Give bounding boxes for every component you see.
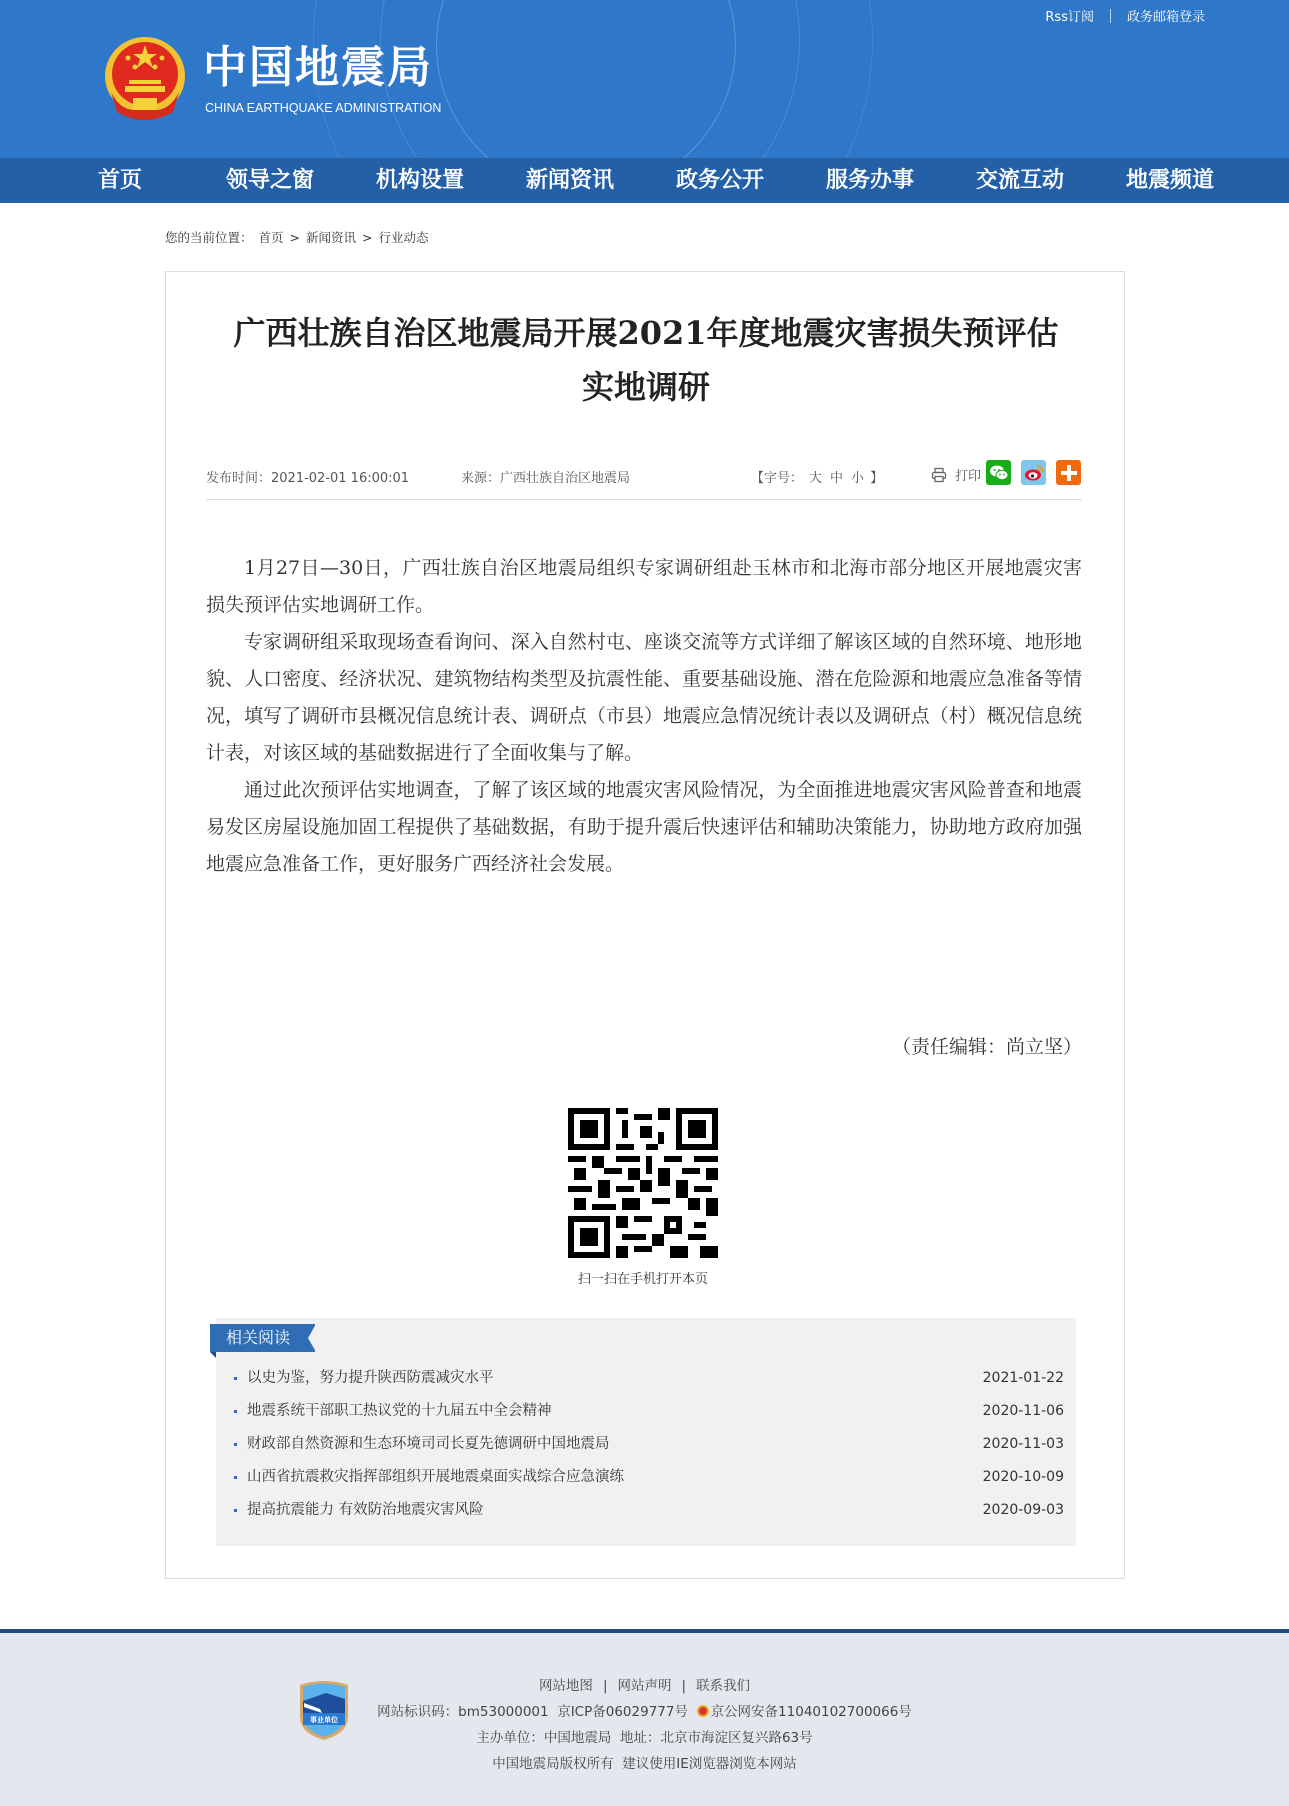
- footer-info: [0, 1673, 1289, 1777]
- article-body: [206, 550, 1082, 883]
- print-label: 打印: [955, 469, 982, 484]
- icp-link[interactable]: 京ICP备06029777号: [557, 1704, 688, 1720]
- police-record-link[interactable]: 京公网安备11040102700066号: [710, 1704, 912, 1720]
- article-source: 来源：广西壮族自治区地震局: [461, 471, 631, 486]
- nav-item-news[interactable]: 新闻资讯: [525, 168, 614, 193]
- font-size-label-close: 】: [870, 471, 884, 486]
- related-item[interactable]: [234, 1362, 1064, 1395]
- police-badge-icon: [697, 1705, 709, 1717]
- related-reading: [216, 1318, 1076, 1546]
- related-item-title[interactable]: 以史为鉴，努力提升陕西防震减灾水平: [247, 1370, 494, 1386]
- breadcrumb-label: 您的当前位置：: [165, 230, 253, 245]
- related-item-title[interactable]: 山西省抗震救灾指挥部组织开展地震桌面实战综合应急演练: [247, 1469, 624, 1485]
- related-item-date: 2020-11-06: [982, 1403, 1064, 1419]
- qr-code-icon: [568, 1108, 718, 1258]
- font-size-control: [751, 467, 883, 486]
- related-reading-heading: 相关阅读: [210, 1324, 315, 1352]
- host-unit: 主办单位：中国地震局: [476, 1730, 612, 1746]
- site-statement-link[interactable]: 网站声明: [617, 1678, 672, 1694]
- site-footer: [0, 1629, 1289, 1806]
- address: 地址：北京市海淀区复兴路63号: [619, 1730, 813, 1746]
- nav-item-services[interactable]: 服务办事: [825, 168, 914, 193]
- article-paragraph: 专家调研组采取现场查看询问、深入自然村屯、座谈交流等方式详细了解该区域的自然环境、地形地貌、人口密度、经济状况、建筑物结构类型及抗震性能、重要基础设施、潜在危险源和地震应急准备等情况，填写了调研市县概况信息统计表、调研点（市县）地震应急情况统计表以及调研点（村）概况信息统计表，对该区域的基础数据进行了全面收集与了解。: [206, 631, 1082, 764]
- related-item-date: 2020-11-03: [982, 1436, 1064, 1452]
- divider: [1110, 9, 1111, 23]
- site-header: [0, 0, 1289, 158]
- related-item-title[interactable]: 地震系统干部职工热议党的十九届五中全会精神: [247, 1403, 552, 1419]
- browser-note: 建议使用IE浏览器浏览本网站: [622, 1756, 797, 1772]
- contact-us-link[interactable]: 联系我们: [696, 1678, 751, 1694]
- related-list: [234, 1362, 1064, 1527]
- font-size-large[interactable]: 大: [809, 471, 823, 486]
- related-item[interactable]: [234, 1428, 1064, 1461]
- responsible-editor: （责任编辑：尚立坚）: [891, 1036, 1082, 1058]
- breadcrumb-separator: >: [362, 229, 373, 245]
- weibo-icon[interactable]: [1021, 460, 1046, 485]
- publish-time: 发布时间：2021-02-01 16:00:01: [206, 471, 410, 486]
- site-id: 网站标识码：bm53000001: [377, 1704, 549, 1720]
- article-meta: [206, 462, 1082, 500]
- site-logo-title[interactable]: 中国地震局: [203, 42, 433, 93]
- bullet-icon: [234, 1377, 237, 1380]
- bullet-icon: [234, 1509, 237, 1512]
- share-buttons: [986, 460, 1081, 485]
- footer-registration: [0, 1699, 1289, 1725]
- related-item-date: 2020-10-09: [982, 1469, 1064, 1485]
- footer-copyright: [0, 1751, 1289, 1777]
- nav-item-government-affairs[interactable]: 政务公开: [675, 168, 764, 193]
- gov-mail-login-link[interactable]: 政务邮箱登录: [1126, 10, 1205, 25]
- svg-text:事业单位: 事业单位: [310, 1716, 338, 1724]
- site-logo-subtitle: CHINA EARTHQUAKE ADMINISTRATION: [205, 101, 442, 115]
- article-paragraph: 通过此次预评估实地调查，了解了该区域的地震灾害风险情况，为全面推进地震灾害风险普查和地震易发区房屋设施加固工程提供了基础数据，有助于提升震后快速评估和辅助决策能力，协助地方政府加强地震应急准备工作，更好服务广西经济社会发展。: [206, 779, 1082, 875]
- breadcrumb: [165, 228, 429, 246]
- printer-icon: [931, 467, 947, 483]
- font-size-medium[interactable]: 中: [830, 471, 844, 486]
- font-size-small[interactable]: 小: [851, 471, 865, 486]
- more-share-icon[interactable]: [1056, 460, 1081, 485]
- nav-item-interaction[interactable]: 交流互动: [975, 168, 1064, 193]
- main-nav: [0, 158, 1289, 203]
- breadcrumb-home[interactable]: 首页: [258, 230, 284, 245]
- copyright: 中国地震局版权所有: [492, 1756, 614, 1772]
- article-title-line-2: 实地调研: [581, 368, 710, 406]
- national-emblem-icon[interactable]: [103, 36, 187, 122]
- nav-item-earthquake-channel[interactable]: 地震频道: [1125, 168, 1214, 193]
- footer-links: 网站地图 | 网站声明 | 联系我们: [538, 1678, 751, 1694]
- qr-caption: 扫一扫在手机打开本页: [577, 1272, 708, 1287]
- related-item[interactable]: [234, 1395, 1064, 1428]
- rss-link[interactable]: Rss订阅: [1045, 10, 1094, 25]
- article-paragraph: 1月27日—30日，广西壮族自治区地震局组织专家调研组赴玉林市和北海市部分地区开展地震灾害损失预评估实地调研工作。: [206, 557, 1082, 616]
- nav-item-home[interactable]: 首页: [97, 168, 142, 193]
- related-item-title[interactable]: 财政部自然资源和生态环境司司长夏先德调研中国地震局: [247, 1436, 610, 1452]
- related-item[interactable]: [234, 1461, 1064, 1494]
- qr-code-block: [568, 1108, 718, 1287]
- footer-host: [0, 1725, 1289, 1751]
- related-item-title[interactable]: 提高抗震能力 有效防治地震灾害风险: [247, 1502, 484, 1518]
- breadcrumb-separator: >: [289, 229, 301, 245]
- font-size-label: 【字号：: [751, 471, 804, 486]
- nav-item-leadership[interactable]: 领导之窗: [225, 168, 314, 193]
- article-title: [206, 306, 1086, 414]
- sitemap-link[interactable]: 网站地图: [538, 1678, 593, 1694]
- print-button[interactable]: [931, 465, 981, 484]
- bullet-icon: [234, 1443, 237, 1446]
- related-item-date: 2020-09-03: [982, 1502, 1064, 1518]
- nav-item-organization[interactable]: 机构设置: [375, 168, 464, 193]
- bullet-icon: [234, 1410, 237, 1413]
- breadcrumb-news[interactable]: 新闻资讯: [306, 230, 357, 245]
- breadcrumb-industry-news[interactable]: 行业动态: [378, 230, 429, 245]
- top-links: [1045, 6, 1205, 25]
- bullet-icon: [234, 1476, 237, 1479]
- related-item[interactable]: [234, 1494, 1064, 1527]
- article-title-line-1: 广西壮族自治区地震局开展2021年度地震灾害损失预评估: [233, 314, 1059, 352]
- article-container: [165, 271, 1125, 1579]
- wechat-icon[interactable]: [986, 460, 1011, 485]
- related-item-date: 2021-01-22: [982, 1370, 1064, 1386]
